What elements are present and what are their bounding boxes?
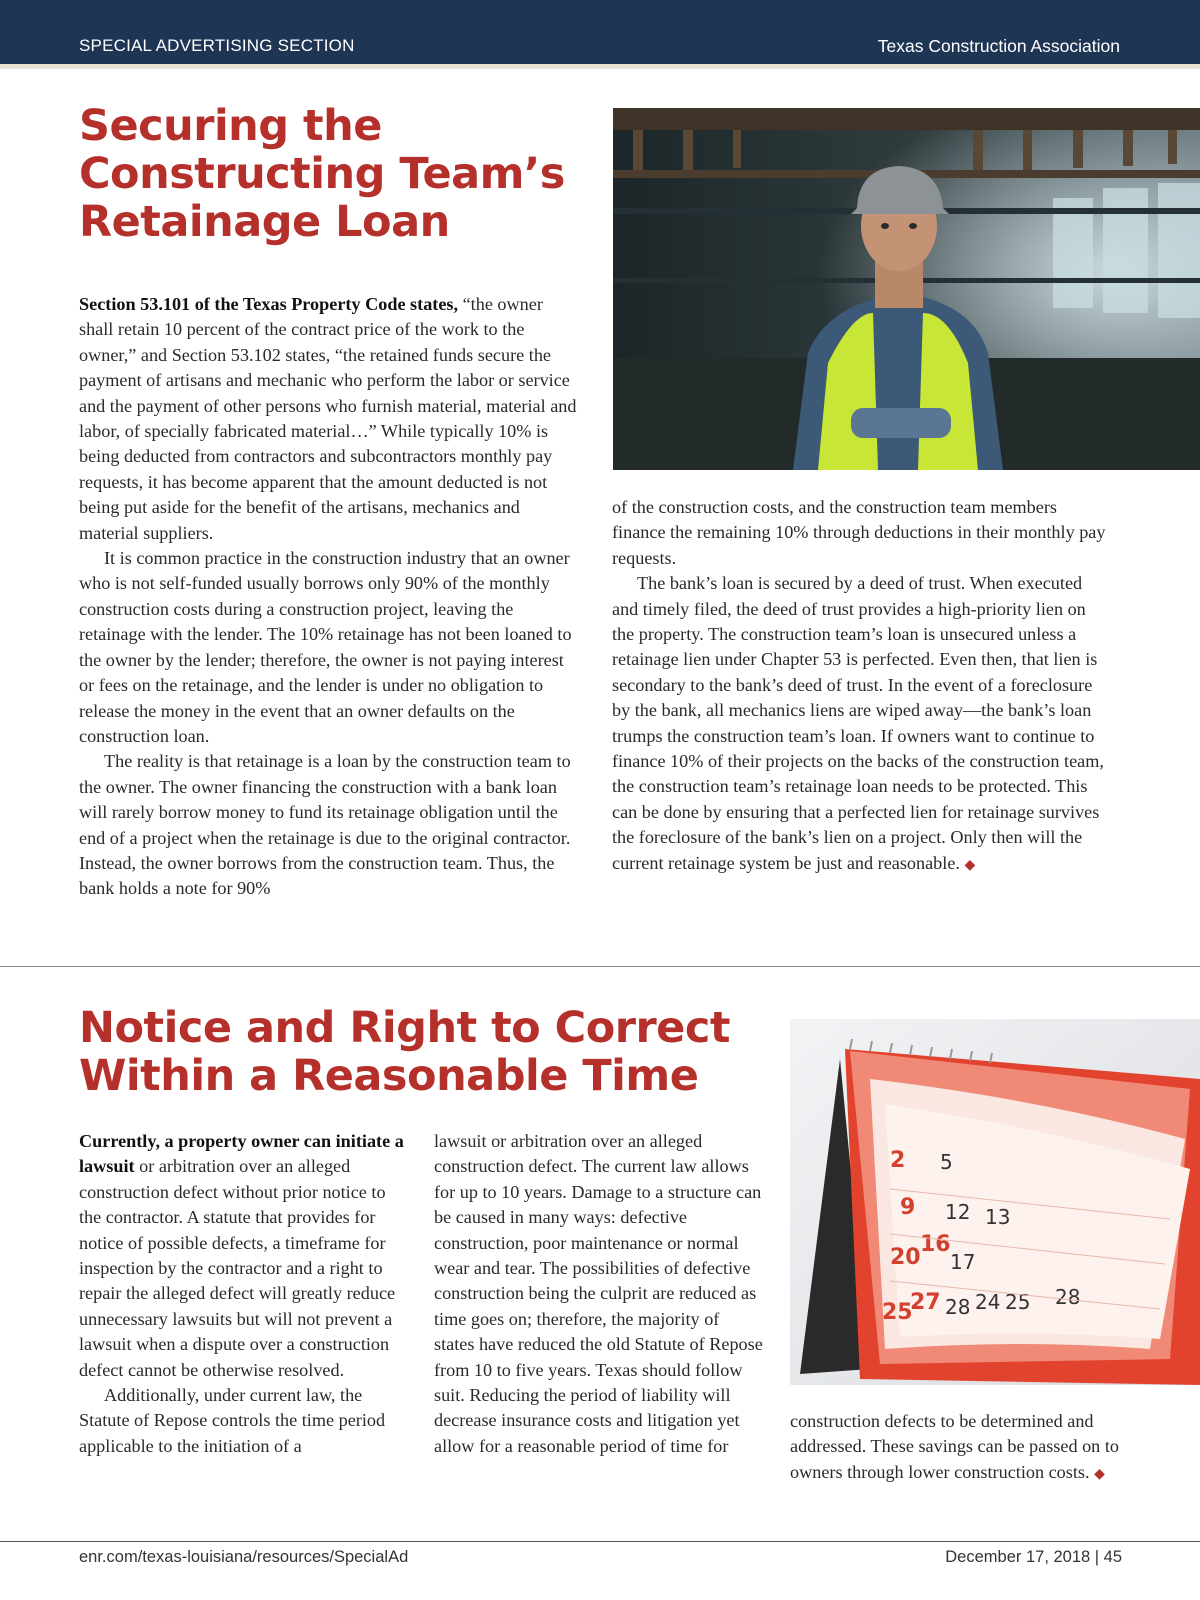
headline-line: Notice and Right to Correct bbox=[79, 1003, 730, 1053]
article-2-column-2 bbox=[434, 1129, 764, 1459]
headline-line: Constructing Team’s bbox=[79, 149, 565, 199]
article-2-column-1 bbox=[79, 1129, 407, 1459]
headline-line: Retainage Loan bbox=[79, 197, 450, 247]
lead-in: Section 53.101 of the Texas Property Code states, bbox=[79, 294, 459, 314]
paragraph-text: or arbitration over an alleged construction defect without prior notice to the contractor. A statute that provides for notice of possible defects, a timeframe for inspection by the contractor and a right to repair the alleged defect will greatly reduce unnecessary lawsuits but will not prevent a lawsuit when a dispute over a construction defect cannot be otherwise resolved. bbox=[79, 1156, 396, 1380]
section-label: SPECIAL ADVERTISING SECTION bbox=[79, 36, 355, 55]
header-bar bbox=[0, 0, 1200, 69]
calendar-number: 25 bbox=[882, 1300, 913, 1325]
paragraph bbox=[790, 1409, 1120, 1487]
calendar-number: 27 bbox=[910, 1290, 941, 1315]
calendar-number: 13 bbox=[985, 1205, 1011, 1229]
article-2-column-3 bbox=[790, 1409, 1120, 1487]
calendar-number: 12 bbox=[945, 1200, 971, 1224]
calendar-number: 20 bbox=[890, 1245, 921, 1270]
end-mark-icon: ◆ bbox=[964, 857, 976, 873]
paragraph-text: The bank’s loan is secured by a deed of trust. When executed and timely filed, the deed of trust provides a high-priority lien on the property. The construction team’s loan is unsecured unless a retainage lien under Chapter 53 is perfected. Even then, that lien is secondary to the bank’s deed of trust. In the event of a foreclosure by the bank, all mechanics liens are wiped away—the bank’s loan trumps the construction team’s loan. If owners want to continue to finance 10% of their projects on the backs of the construction team, the construction team’s retainage loan needs to be protected. This can be done by ensuring that a perfected lien for retainage survives the foreclosure of the bank’s lien on a project. Only then will the current retainage system be just and reasonable. bbox=[612, 573, 1104, 873]
paragraph: Additionally, under current law, the Statute of Repose controls the time period applicable to the initiation of a bbox=[79, 1385, 386, 1456]
paragraph: The reality is that retainage is a loan by the construction team to the owner. The owner financing the construction with a bank loan will rarely borrow money to fund its retainage obligation until the end of a project when the retainage is due to the original contractor. Instead, the owner borrows from the construction team. Thus, the bank holds a note for 90% bbox=[79, 751, 571, 899]
lead-in: Currently, a property owner can initiate a lawsuit bbox=[79, 1131, 404, 1177]
calendar-number: 25 bbox=[1005, 1290, 1031, 1314]
paragraph: of the construction costs, and the construction team members finance the remaining 10% through deductions in their monthly pay requests. bbox=[612, 497, 1106, 568]
paragraph: It is common practice in the construction industry that an owner who is not self-funded usually borrows only 90% of the monthly construction costs during a construction project, leaving the retainage with the lender. The 10% retainage has not been loaned to the owner by the lender; therefore, the owner is not paying interest or fees on the retainage, and the lender is under no obligation to release the money in the event that an owner defaults on the construction loan. bbox=[79, 548, 572, 746]
publisher-label: Texas Construction Association bbox=[877, 36, 1120, 56]
section-divider bbox=[0, 966, 1200, 967]
footer-url-link[interactable]: enr.com/texas-louisiana/resources/SpecialAd bbox=[79, 1548, 409, 1566]
article-1-headline bbox=[79, 102, 579, 246]
paragraph-text: “the owner shall retain 10 percent of the contract price of the work to the owner,” and Section 53.102 states, “the retained funds secure the payment of artisans and mechanic who perform the labor or service and the payment of other persons who furnish material, material and labor, of specially fabricated material…” While typically 10% is being deducted from contractors and subcontractors monthly pay requests, it has become apparent that the amount deducted is not being put aside for the benefit of the artisans, mechanics and material suppliers. bbox=[79, 294, 577, 543]
calendar-photo bbox=[790, 1019, 1200, 1385]
headline-line: Within a Reasonable Time bbox=[79, 1051, 699, 1101]
calendar-number: 5 bbox=[940, 1150, 953, 1174]
footer-rule bbox=[0, 1541, 1200, 1542]
article-1-column-2 bbox=[612, 495, 1112, 878]
calendar-number: 28 bbox=[945, 1295, 971, 1319]
footer-date-page: December 17, 2018 | 45 bbox=[945, 1548, 1122, 1566]
paragraph-text: construction defects to be determined and addressed. These savings can be passed on to owners through lower construction costs. bbox=[790, 1411, 1119, 1482]
paragraph: lawsuit or arbitration over an alleged construction defect. The current law allows for up to 10 years. Damage to a structure can be caused in many ways: defective construction, poor maintenance or normal wear and tear. The possibilities of defective construction being the culprit are reduced as time goes on; therefore, the majority of states have reduced the old Statute of Repose from 10 to five years. Texas should follow suit. Reducing the period of liability will decrease insurance costs and litigation yet allow for a reasonable period of time for bbox=[434, 1131, 763, 1456]
calendar-number: 24 bbox=[975, 1290, 1001, 1314]
calendar-number: 28 bbox=[1055, 1285, 1081, 1309]
calendar-number: 2 bbox=[890, 1148, 906, 1173]
article-1-column-1 bbox=[79, 292, 579, 902]
paragraph bbox=[612, 571, 1112, 878]
headline-line: Securing the bbox=[79, 101, 382, 151]
calendar-number: 17 bbox=[950, 1250, 976, 1274]
construction-worker-photo bbox=[613, 108, 1200, 470]
paragraph bbox=[79, 292, 579, 546]
paragraph bbox=[79, 1129, 407, 1383]
article-2-headline bbox=[79, 1004, 779, 1100]
calendar-number: 9 bbox=[900, 1195, 916, 1220]
calendar-number: 16 bbox=[920, 1232, 951, 1257]
end-mark-icon: ◆ bbox=[1094, 1466, 1105, 1482]
